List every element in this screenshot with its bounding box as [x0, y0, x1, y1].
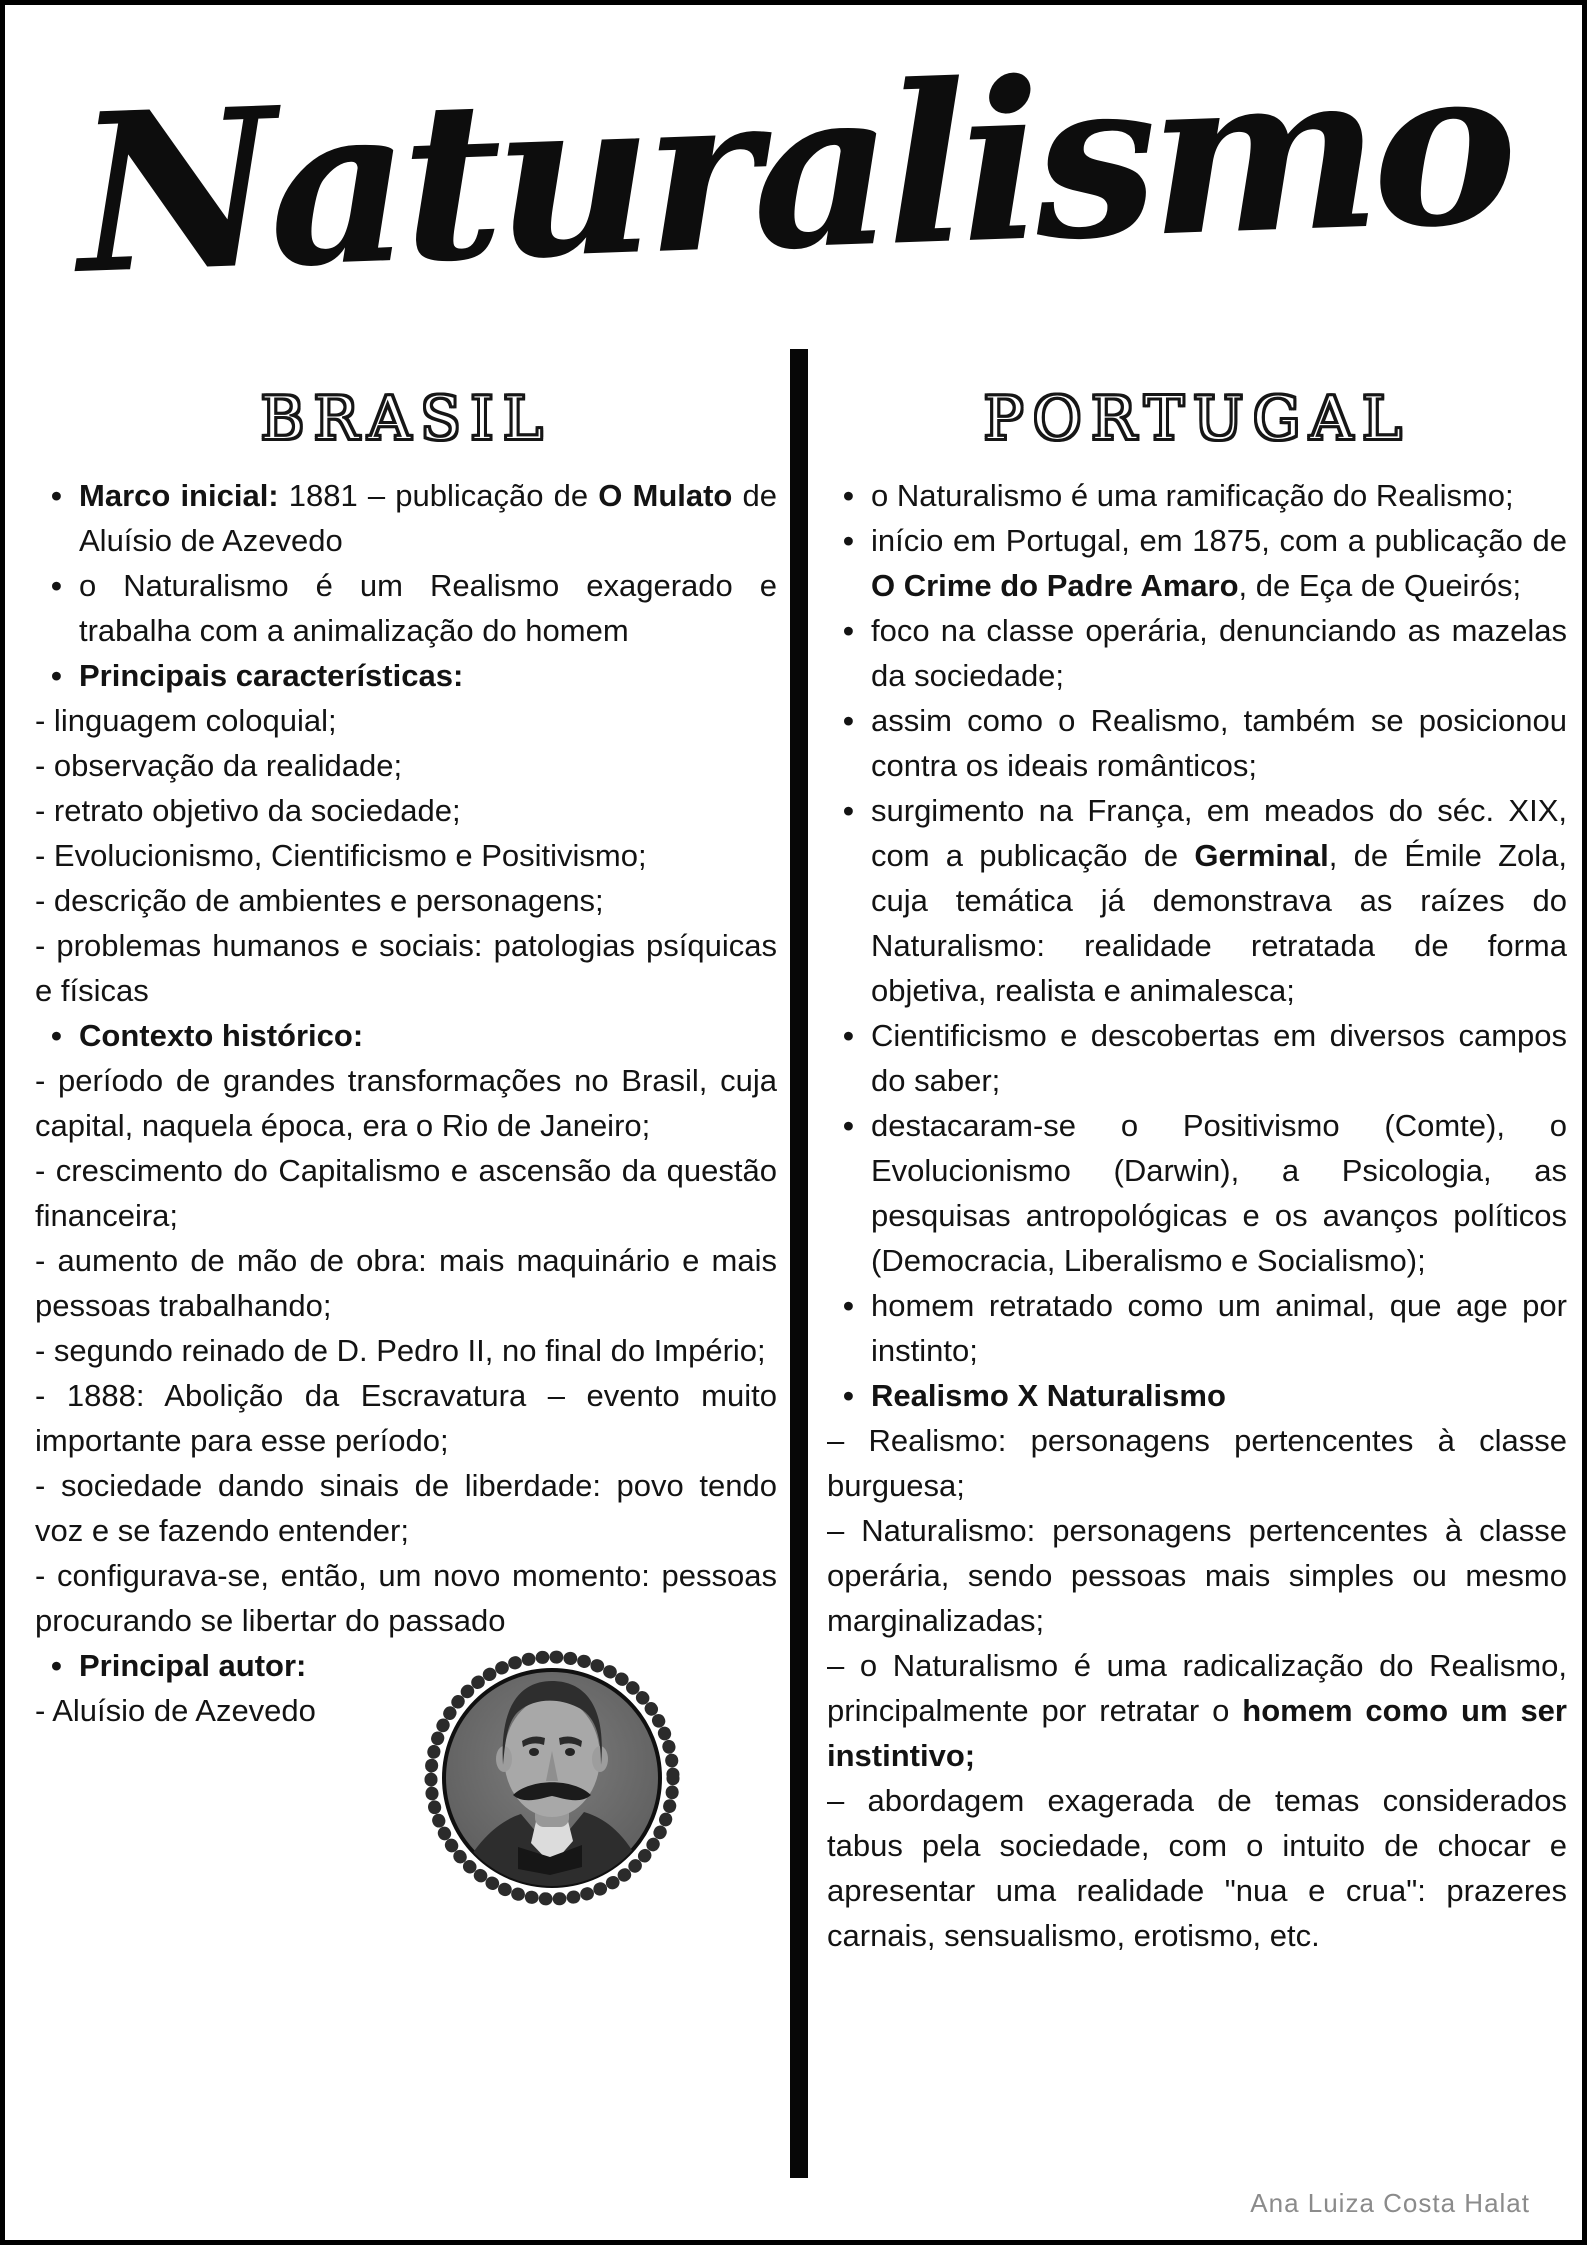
list-item-text: - descrição de ambientes e personagens;: [35, 883, 604, 918]
list-item-text: foco na classe operária, denunciando as mazelas da sociedade;: [871, 613, 1567, 693]
list-item: [35, 1148, 777, 1238]
list-item-text: – Realismo: personagens pertencentes à classe burguesa;: [827, 1423, 1567, 1503]
list-item-text: – o Naturalismo é uma radicalização do Realismo, principalmente por retratar o homem como um ser instintivo;: [827, 1648, 1567, 1773]
list-item-text: o Naturalismo é uma ramificação do Realismo;: [871, 478, 1514, 513]
list-item-text: - crescimento do Capitalismo e ascensão da questão financeira;: [35, 1153, 777, 1233]
bullet-icon: •: [843, 478, 854, 513]
list-item-text: destacaram-se o Positivismo (Comte), o Evolucionismo (Darwin), a Psicologia, as pesquisas antropológicas e os avanços políticos (Democracia, Liberalismo e Socialismo);: [871, 1108, 1567, 1278]
list-item: [35, 1058, 777, 1148]
list-item-text: – abordagem exagerada de temas considerados tabus pela sociedade, com o intuito de chocar e apresentar uma realidade "nua e crua": prazeres carnais, sensualismo, erotismo, etc.: [827, 1783, 1567, 1953]
list-item: [827, 1643, 1567, 1778]
bullet-icon: •: [843, 793, 854, 828]
list-item-text: Marco inicial: 1881 – publicação de O Mulato de Aluísio de Azevedo: [79, 478, 777, 558]
bullet-icon: •: [843, 1378, 854, 1413]
list-item-text: início em Portugal, em 1875, com a publicação de O Crime do Padre Amaro, de Eça de Queirós;: [871, 523, 1567, 603]
list-item: [827, 788, 1567, 1013]
list-item-text: assim como o Realismo, também se posicionou contra os ideais românticos;: [871, 703, 1567, 783]
credit-author: Ana Luiza Costa Halat: [1250, 2188, 1530, 2218]
column-portugal: [827, 385, 1567, 1958]
portugal-list: [827, 473, 1567, 1958]
list-item-text: - linguagem coloquial;: [35, 703, 337, 738]
list-item-text: - retrato objetivo da sociedade;: [35, 793, 461, 828]
list-item-text: homem retratado como um animal, que age por instinto;: [871, 1288, 1567, 1368]
list-item-text: – Naturalismo: personagens pertencentes à classe operária, sendo pessoas mais simples ou mesmo marginalizadas;: [827, 1513, 1567, 1638]
list-item-text: Realismo X Naturalismo: [871, 1378, 1226, 1413]
column-divider: [790, 349, 808, 2178]
list-item: [827, 1103, 1567, 1283]
list-item-text: - Evolucionismo, Cientificismo e Positivismo;: [35, 838, 647, 873]
list-item-text: - período de grandes transformações no Brasil, cuja capital, naquela época, era o Rio de Janeiro;: [35, 1063, 777, 1143]
list-item: [35, 1373, 777, 1463]
list-item-text: - sociedade dando sinais de liberdade: povo tendo voz e se fazendo entender;: [35, 1468, 777, 1548]
list-item: [827, 473, 1567, 518]
list-item-text: - segundo reinado de D. Pedro II, no final do Império;: [35, 1333, 766, 1368]
bullet-icon: •: [843, 1108, 854, 1143]
list-item-text: Principais características:: [79, 658, 464, 693]
portrait-image: [419, 1645, 685, 1911]
list-item: [827, 1418, 1567, 1508]
list-item: [827, 608, 1567, 698]
list-item: [827, 1778, 1567, 1958]
list-item: [35, 1463, 777, 1553]
list-item-text: Principal autor:: [79, 1648, 307, 1683]
list-item: [35, 923, 777, 1013]
bullet-icon: •: [51, 1018, 62, 1053]
list-item: [35, 743, 777, 788]
list-item-text: Cientificismo e descobertas em diversos campos do saber;: [871, 1018, 1567, 1098]
brasil-list: [35, 473, 777, 1733]
list-item: [35, 473, 777, 563]
bullet-icon: •: [51, 1648, 62, 1683]
bullet-icon: •: [843, 613, 854, 648]
list-item: [35, 1553, 777, 1643]
list-item: [35, 878, 777, 923]
list-item-text: - Aluísio de Azevedo: [35, 1693, 316, 1728]
list-item-text: o Naturalismo é um Realismo exagerado e trabalha com a animalização do homem: [79, 568, 777, 648]
list-item: [35, 563, 777, 653]
bullet-icon: •: [51, 568, 62, 603]
list-item: [35, 1328, 777, 1373]
list-item: [827, 1283, 1567, 1373]
column-brasil: [35, 385, 777, 1733]
bullet-icon: •: [51, 478, 62, 513]
list-item: [827, 1013, 1567, 1103]
bullet-icon: •: [843, 1288, 854, 1323]
list-item-text: Contexto histórico:: [79, 1018, 364, 1053]
list-item: [35, 1238, 777, 1328]
list-item-text: - problemas humanos e sociais: patologias psíquicas e físicas: [35, 928, 777, 1008]
list-item: [827, 518, 1567, 608]
list-item-text: - configurava-se, então, um novo momento: pessoas procurando se libertar do passado: [35, 1558, 777, 1638]
list-item: [827, 698, 1567, 788]
list-item-text: - observação da realidade;: [35, 748, 403, 783]
list-item: [35, 653, 777, 698]
list-item-text: - 1888: Abolição da Escravatura – evento muito importante para esse período;: [35, 1378, 777, 1458]
list-item: [827, 1508, 1567, 1643]
list-item: [35, 698, 777, 743]
bullet-icon: •: [843, 703, 854, 738]
bullet-icon: •: [843, 1018, 854, 1053]
page-title: Naturalismo: [73, 17, 1514, 323]
heading-portugal: PORTUGAL: [983, 384, 1411, 454]
bullet-icon: •: [843, 523, 854, 558]
portrait-aluisio-azevedo: [419, 1645, 685, 1911]
list-item: [35, 833, 777, 878]
list-item: [827, 1373, 1567, 1418]
list-item-text: surgimento na França, em meados do séc. XIX, com a publicação de Germinal, de Émile Zola, cuja temática já demonstrava as raízes do Naturalismo: realidade retratada de forma objetiva, realista e animalesca;: [871, 793, 1567, 1008]
list-item-text: - aumento de mão de obra: mais maquinário e mais pessoas trabalhando;: [35, 1243, 777, 1323]
list-item: [35, 1013, 777, 1058]
bullet-icon: •: [51, 658, 62, 693]
list-item: [35, 788, 777, 833]
heading-brasil: BRASIL: [260, 384, 552, 454]
